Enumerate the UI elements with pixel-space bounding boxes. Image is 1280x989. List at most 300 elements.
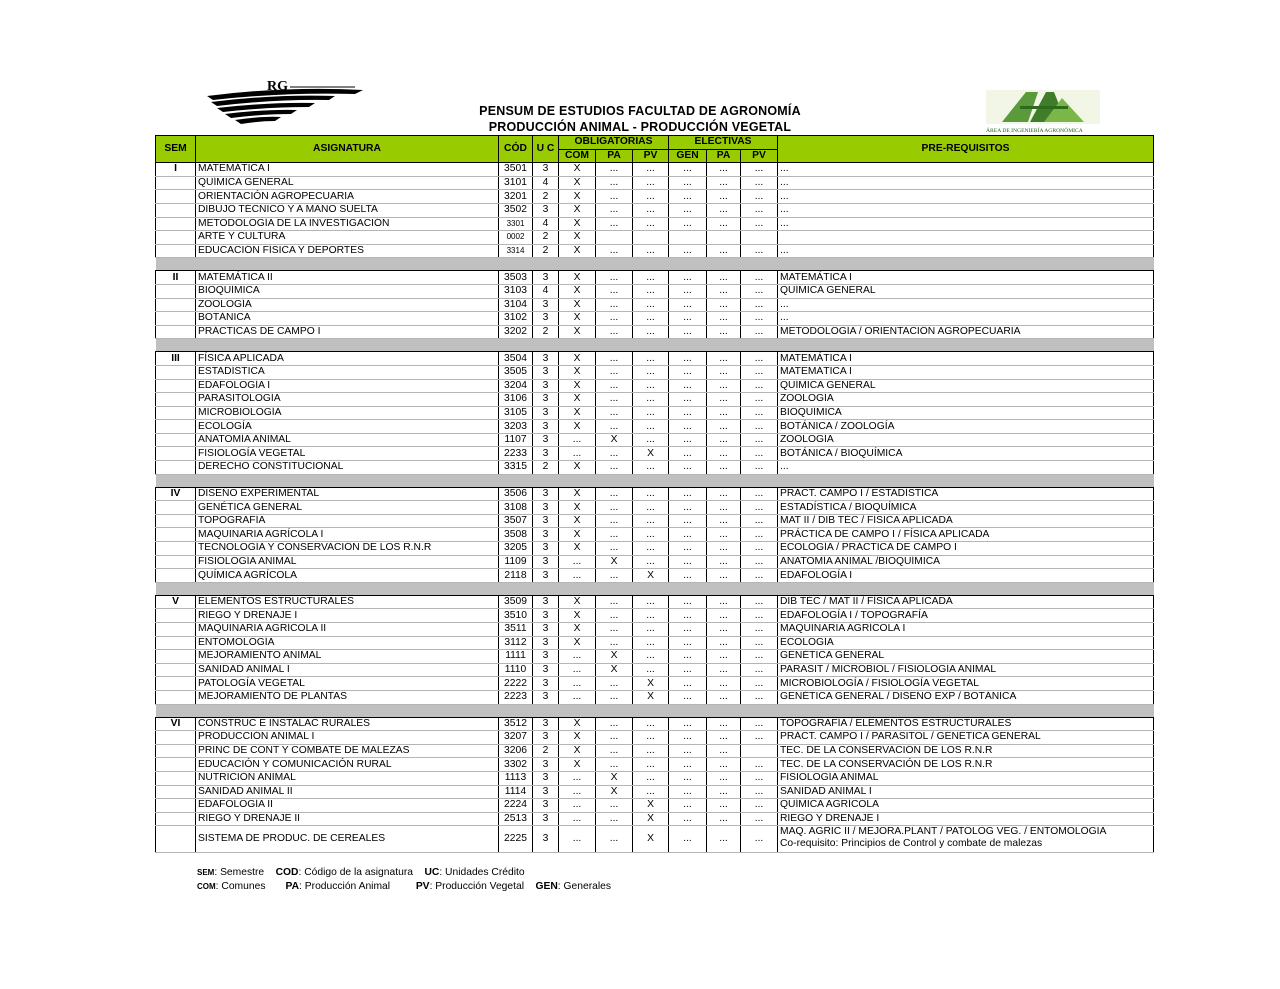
mark-pa-electivas: ... [707, 528, 741, 542]
mark-com: X [559, 595, 596, 609]
legend-uc-text: : Unidades Crédito [439, 867, 525, 878]
legend-pa-abbr: PA [285, 881, 300, 892]
prerequisite-text: MATEMÁTICA I [780, 366, 852, 378]
course-name: EDUCACIÓN Y COMUNICACIÓN RURAL [196, 758, 499, 772]
legend-com-text: : Comunes [215, 881, 266, 892]
left-logo-text: RG [267, 79, 288, 94]
course-prerequisites [778, 271, 1154, 285]
course-prerequisites [778, 393, 1154, 407]
table-row [156, 758, 1154, 772]
mark-gen: ... [669, 271, 707, 285]
mark-gen: ... [669, 190, 707, 204]
course-prerequisites [778, 812, 1154, 826]
prerequisite-text: ... [780, 298, 789, 310]
course-uc: 3 [533, 298, 559, 312]
table-row [156, 771, 1154, 785]
mark-pa-electivas: ... [707, 420, 741, 434]
mark-gen: ... [669, 650, 707, 664]
mark-pv-electivas: ... [741, 677, 778, 691]
prerequisite-text: ... [780, 312, 789, 324]
mark-pv-electivas [741, 744, 778, 758]
mark-gen: ... [669, 406, 707, 420]
mark-pv-electivas: ... [741, 217, 778, 231]
course-name: QUÍMICA GENERAL [196, 176, 499, 190]
mark-com: X [559, 542, 596, 556]
mark-pv-electivas: ... [741, 636, 778, 650]
course-prerequisites [778, 826, 1154, 853]
mark-pv: ... [633, 190, 669, 204]
course-uc: 3 [533, 771, 559, 785]
course-name: ZOOLOGÍA [196, 298, 499, 312]
mark-pa: ... [596, 447, 633, 461]
course-name: ANATOMÍA ANIMAL [196, 433, 499, 447]
mark-gen: ... [669, 731, 707, 745]
table-row [156, 595, 1154, 609]
prerequisite-text: MAT II / DIB TÉC / FÍSICA APLICADA [780, 515, 953, 527]
mark-pv: X [633, 799, 669, 813]
course-prerequisites [778, 433, 1154, 447]
mark-com: ... [559, 663, 596, 677]
mark-pa: ... [596, 190, 633, 204]
mark-com: X [559, 298, 596, 312]
course-code: 3506 [499, 487, 533, 501]
legend-sem-text: : Semestre [214, 867, 265, 878]
mark-pa: ... [596, 298, 633, 312]
table-row [156, 785, 1154, 799]
course-prerequisites [778, 569, 1154, 583]
semester-cell [156, 555, 196, 569]
header-pa: PA [596, 149, 633, 163]
course-code: 3105 [499, 406, 533, 420]
mark-pv: ... [633, 758, 669, 772]
mark-pv: ... [633, 352, 669, 366]
mark-pa-electivas: ... [707, 785, 741, 799]
course-uc: 3 [533, 528, 559, 542]
course-code: 3508 [499, 528, 533, 542]
table-row [156, 487, 1154, 501]
course-prerequisites [778, 325, 1154, 339]
course-prerequisites [778, 447, 1154, 461]
semester-separator [156, 704, 1154, 717]
mark-pv-electivas: ... [741, 284, 778, 298]
mark-com: X [559, 325, 596, 339]
mark-pa-electivas: ... [707, 298, 741, 312]
course-uc: 3 [533, 514, 559, 528]
course-code: 3204 [499, 379, 533, 393]
mark-pa-electivas: ... [707, 663, 741, 677]
mark-gen: ... [669, 569, 707, 583]
course-code: 3505 [499, 365, 533, 379]
mark-pa-electivas: ... [707, 271, 741, 285]
mark-gen: ... [669, 461, 707, 475]
prerequisite-text: METODOLOGÍA / ORIENTACIÓN AGROPECUARIA [780, 326, 1021, 338]
mark-gen: ... [669, 663, 707, 677]
table-row [156, 663, 1154, 677]
course-prerequisites [778, 190, 1154, 204]
course-code: 1109 [499, 555, 533, 569]
prerequisite-text: TEC. DE LA CONSERVACIÓN DE LOS R.N.R [780, 745, 993, 757]
course-uc: 3 [533, 731, 559, 745]
mark-gen: ... [669, 690, 707, 704]
prerequisite-text: EDAFOLOGÍA I [780, 569, 853, 581]
mark-pv: ... [633, 420, 669, 434]
course-code: 3510 [499, 609, 533, 623]
semester-cell [156, 609, 196, 623]
mark-gen: ... [669, 244, 707, 258]
legend-gen-text: : Generales [557, 881, 612, 892]
course-uc: 3 [533, 636, 559, 650]
prerequisite-text: ... [780, 245, 789, 257]
course-uc: 2 [533, 461, 559, 475]
mark-com: X [559, 487, 596, 501]
course-prerequisites [778, 420, 1154, 434]
mark-gen: ... [669, 636, 707, 650]
course-name: ORIENTACIÓN AGROPECUARIA [196, 190, 499, 204]
course-name: QUÍMICA AGRÍCOLA [196, 569, 499, 583]
course-name: ELEMENTOS ESTRUCTURALES [196, 595, 499, 609]
prerequisite-text: ECOLOGÍA [780, 636, 834, 648]
course-code: 1114 [499, 785, 533, 799]
mark-pv: ... [633, 771, 669, 785]
legend-gen-abbr: GEN [535, 881, 558, 892]
course-code: 2118 [499, 569, 533, 583]
mark-gen [669, 231, 707, 245]
course-uc: 3 [533, 758, 559, 772]
semester-separator [156, 582, 1154, 595]
course-uc: 2 [533, 244, 559, 258]
header-pv-electivas: PV [741, 149, 778, 163]
mark-pa-electivas: ... [707, 609, 741, 623]
mark-pv-electivas: ... [741, 812, 778, 826]
header-prerequisitos: PRE-REQUISITOS [778, 136, 1154, 163]
mark-pv-electivas: ... [741, 176, 778, 190]
table-row [156, 244, 1154, 258]
semester-cell [156, 190, 196, 204]
semester-cell [156, 690, 196, 704]
mark-com: X [559, 514, 596, 528]
mark-pv-electivas: ... [741, 190, 778, 204]
course-name: PRODUCCIÓN ANIMAL I [196, 731, 499, 745]
table-row [156, 744, 1154, 758]
mark-pv: ... [633, 325, 669, 339]
mark-pv-electivas: ... [741, 528, 778, 542]
mark-pv: ... [633, 203, 669, 217]
mark-gen: ... [669, 812, 707, 826]
mark-pv-electivas: ... [741, 365, 778, 379]
mark-com: X [559, 406, 596, 420]
mark-pa: ... [596, 284, 633, 298]
course-name: FÍSICA APLICADA [196, 352, 499, 366]
mark-pa: ... [596, 325, 633, 339]
course-code: 2223 [499, 690, 533, 704]
table-row [156, 650, 1154, 664]
prerequisite-text: MAQUINARIA AGRÍCOLA I [780, 623, 906, 635]
mark-pv-electivas: ... [741, 542, 778, 556]
legend-pa-text: : Producción Animal [299, 881, 391, 892]
header-pv: PV [633, 149, 669, 163]
mark-pa-electivas: ... [707, 406, 741, 420]
semester-cell [156, 799, 196, 813]
course-code: 3108 [499, 501, 533, 515]
table-row [156, 636, 1154, 650]
table-row [156, 203, 1154, 217]
course-name: MAQUINARIA AGRÍCOLA II [196, 623, 499, 637]
mark-com: X [559, 163, 596, 177]
mark-com: X [559, 365, 596, 379]
course-name: PRÁCTICAS DE CAMPO I [196, 325, 499, 339]
course-code: 1113 [499, 771, 533, 785]
mark-pa: ... [596, 826, 633, 853]
mark-pv-electivas: ... [741, 447, 778, 461]
course-prerequisites [778, 717, 1154, 731]
semester-label: V [156, 595, 196, 609]
semester-cell [156, 623, 196, 637]
semester-cell [156, 636, 196, 650]
mark-gen: ... [669, 298, 707, 312]
mark-pv-electivas: ... [741, 785, 778, 799]
semester-cell [156, 758, 196, 772]
mark-pv-electivas: ... [741, 650, 778, 664]
mark-pv-electivas: ... [741, 487, 778, 501]
mark-com: ... [559, 433, 596, 447]
course-prerequisites [778, 365, 1154, 379]
course-prerequisites [778, 690, 1154, 704]
prerequisite-text: ... [780, 190, 789, 202]
course-prerequisites [778, 609, 1154, 623]
course-uc: 3 [533, 406, 559, 420]
course-prerequisites [778, 785, 1154, 799]
course-uc: 3 [533, 501, 559, 515]
mark-gen: ... [669, 677, 707, 691]
course-name: NUTRICIÓN ANIMAL [196, 771, 499, 785]
mark-pa-electivas: ... [707, 163, 741, 177]
mark-com: ... [559, 799, 596, 813]
course-name: EDUCACIÓN FÍSICA Y DEPORTES [196, 244, 499, 258]
mark-pv-electivas: ... [741, 609, 778, 623]
prerequisite-text: ESTADÍSTICA / BIOQUÍMICA [780, 501, 917, 513]
semester-cell [156, 284, 196, 298]
table-row [156, 542, 1154, 556]
mark-pa: ... [596, 379, 633, 393]
mark-pv-electivas: ... [741, 771, 778, 785]
mark-gen: ... [669, 609, 707, 623]
mark-pv-electivas: ... [741, 312, 778, 326]
course-uc: 2 [533, 190, 559, 204]
mark-pv: ... [633, 433, 669, 447]
mark-pv: ... [633, 623, 669, 637]
course-code: 3205 [499, 542, 533, 556]
course-prerequisites [778, 379, 1154, 393]
course-name: MATEMÁTICA I [196, 163, 499, 177]
mark-pv: X [633, 690, 669, 704]
mark-pa-electivas: ... [707, 365, 741, 379]
table-row [156, 447, 1154, 461]
prerequisite-text: ... [780, 163, 789, 175]
mark-pv: X [633, 447, 669, 461]
mark-pa: ... [596, 487, 633, 501]
mark-pa: ... [596, 636, 633, 650]
prerequisite-text: FISIOLOGÍA ANIMAL [780, 772, 879, 784]
mark-pa: ... [596, 217, 633, 231]
course-uc: 3 [533, 203, 559, 217]
semester-label: II [156, 271, 196, 285]
mark-pa-electivas: ... [707, 501, 741, 515]
mark-pv-electivas: ... [741, 501, 778, 515]
mark-pa-electivas: ... [707, 744, 741, 758]
course-name: FISIOLOGÍA VEGETAL [196, 447, 499, 461]
mark-pa-electivas: ... [707, 325, 741, 339]
prerequisite-text: GENÉTICA GENERAL / DISEÑO EXP / BOTÁNICA [780, 691, 1017, 703]
mark-pa: ... [596, 799, 633, 813]
table-row [156, 325, 1154, 339]
semester-cell [156, 231, 196, 245]
prerequisite-text: ... [780, 217, 789, 229]
mark-pa-electivas: ... [707, 677, 741, 691]
course-uc: 2 [533, 744, 559, 758]
course-uc: 3 [533, 595, 559, 609]
mark-gen: ... [669, 542, 707, 556]
mark-pa-electivas: ... [707, 826, 741, 853]
course-name: MICROBIOLOGÍA [196, 406, 499, 420]
course-name: BIOQUÍMICA [196, 284, 499, 298]
semester-cell [156, 176, 196, 190]
prerequisite-text: BIOQUÍMICA [780, 406, 842, 418]
course-uc: 3 [533, 271, 559, 285]
prerequisite-text: PRÁCTICA DE CAMPO I / FÍSICA APLICADA [780, 528, 990, 540]
legend-pv-text: : Producción Vegetal [429, 881, 525, 892]
course-prerequisites [778, 352, 1154, 366]
course-name: RIEGO Y DRENAJE II [196, 812, 499, 826]
semester-cell [156, 420, 196, 434]
course-code: 0002 [499, 231, 533, 245]
course-code: 3314 [499, 244, 533, 258]
course-prerequisites [778, 555, 1154, 569]
course-uc: 3 [533, 677, 559, 691]
prerequisite-text: ... [780, 204, 789, 216]
table-row [156, 231, 1154, 245]
table-row [156, 826, 1154, 853]
mark-pv-electivas: ... [741, 690, 778, 704]
mark-com: X [559, 636, 596, 650]
table-row [156, 717, 1154, 731]
mark-pa: ... [596, 163, 633, 177]
header-asignatura: ASIGNATURA [196, 136, 499, 163]
semester-cell [156, 298, 196, 312]
mark-pa: ... [596, 312, 633, 326]
mark-gen: ... [669, 379, 707, 393]
mark-pa: ... [596, 501, 633, 515]
mark-gen: ... [669, 785, 707, 799]
course-uc: 3 [533, 312, 559, 326]
table-row [156, 176, 1154, 190]
mark-pa-electivas: ... [707, 731, 741, 745]
prerequisite-text: MICROBIOLOGÍA / FISIOLOGÍA VEGETAL [780, 677, 979, 689]
course-uc: 3 [533, 650, 559, 664]
mark-pv: ... [633, 528, 669, 542]
mark-pa: ... [596, 244, 633, 258]
semester-cell [156, 663, 196, 677]
mark-pv: ... [633, 365, 669, 379]
mark-com: X [559, 176, 596, 190]
table-row [156, 555, 1154, 569]
separator-cell [156, 582, 1154, 595]
semester-cell [156, 217, 196, 231]
mark-pa: X [596, 785, 633, 799]
semester-cell [156, 501, 196, 515]
course-uc: 3 [533, 623, 559, 637]
course-name: DERECHO CONSTITUCIONAL [196, 461, 499, 475]
course-code: 3512 [499, 717, 533, 731]
semester-cell [156, 325, 196, 339]
course-name: TECNOLOGÍA Y CONSERVACIÓN DE LOS R.N.R [196, 542, 499, 556]
mark-pv-electivas: ... [741, 433, 778, 447]
mark-pv: ... [633, 244, 669, 258]
semester-cell [156, 365, 196, 379]
table-row [156, 365, 1154, 379]
prerequisite-text: BOTÁNICA / ZOOLOGÍA [780, 420, 895, 432]
mark-com: ... [559, 812, 596, 826]
course-code: 3301 [499, 217, 533, 231]
mark-com: X [559, 623, 596, 637]
prerequisite-text: ... [780, 461, 789, 473]
prerequisite-text: PRÁCT. CAMPO I / PARASITOL / GENÉTICA GENERAL [780, 731, 1041, 743]
prerequisite-text: PARASIT / MICROBIOL / FISIOLOGÍA ANIMAL [780, 664, 997, 676]
mark-pv-electivas: ... [741, 717, 778, 731]
mark-pa: ... [596, 812, 633, 826]
mark-pv: ... [633, 744, 669, 758]
semester-cell [156, 393, 196, 407]
mark-pv-electivas: ... [741, 244, 778, 258]
mark-pv: X [633, 569, 669, 583]
course-prerequisites [778, 663, 1154, 677]
mark-pv: ... [633, 717, 669, 731]
mark-com: X [559, 528, 596, 542]
table-row [156, 799, 1154, 813]
mark-pa: ... [596, 420, 633, 434]
mark-gen: ... [669, 487, 707, 501]
mark-pv-electivas: ... [741, 799, 778, 813]
mark-pa-electivas: ... [707, 284, 741, 298]
legend-pv-abbr: PV [415, 881, 430, 892]
mark-com: X [559, 217, 596, 231]
mark-pv-electivas: ... [741, 298, 778, 312]
mark-pa: ... [596, 690, 633, 704]
mark-pa: ... [596, 528, 633, 542]
mark-pa-electivas: ... [707, 433, 741, 447]
mark-com: X [559, 744, 596, 758]
mark-pa-electivas: ... [707, 771, 741, 785]
prerequisite-text: QUÍMICA AGRÍCOLA [780, 799, 879, 811]
semester-cell [156, 650, 196, 664]
mark-pv: ... [633, 487, 669, 501]
course-name: ECOLOGÍA [196, 420, 499, 434]
course-code: 1110 [499, 663, 533, 677]
mark-pa-electivas: ... [707, 393, 741, 407]
mark-pa: ... [596, 271, 633, 285]
mark-com: X [559, 393, 596, 407]
course-name: MATEMÁTICA II [196, 271, 499, 285]
course-name: ESTADÍSTICA [196, 365, 499, 379]
course-name: GENÉTICA GENERAL [196, 501, 499, 515]
mark-pv: ... [633, 217, 669, 231]
course-code: 3206 [499, 744, 533, 758]
mark-pa-electivas: ... [707, 447, 741, 461]
mark-pa: ... [596, 717, 633, 731]
course-code: 3507 [499, 514, 533, 528]
mark-pa: X [596, 663, 633, 677]
course-prerequisites [778, 514, 1154, 528]
mark-pa: ... [596, 758, 633, 772]
